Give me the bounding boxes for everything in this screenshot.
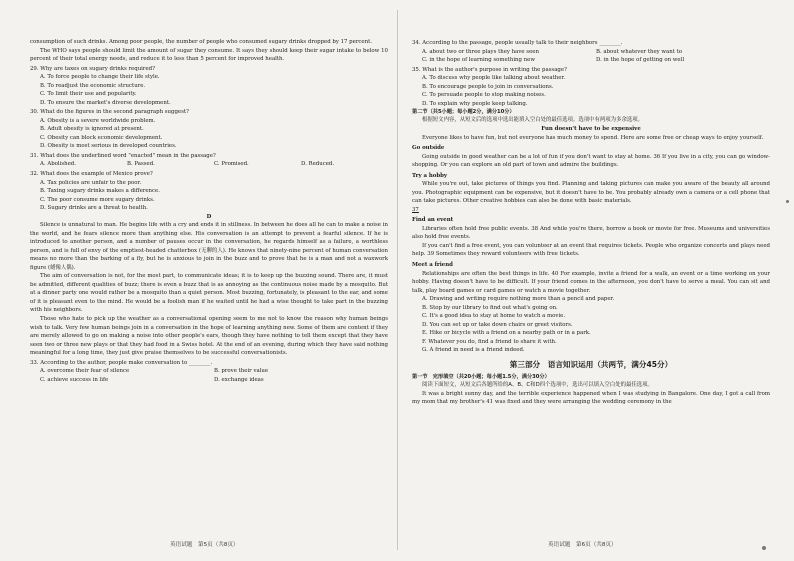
answer-option: C. To limit their use and popularity.: [40, 91, 137, 98]
option-b: B. Stop by our library to find out what's going on.: [422, 304, 558, 311]
answer-option: D. To explain why people keep talking.: [422, 100, 528, 107]
question-stem: 31. What does the underlined word "enacted" mean in the passage?: [30, 152, 216, 159]
part-3-title: 第三部分 语言知识运用（共两节，满分45分）: [509, 359, 673, 369]
scan-mark: [762, 546, 766, 550]
section-2-instructions: 根据短文内容，从短文后的选项中选出能填入空白处的最佳选项。选项中有两项为多余选项。: [422, 117, 644, 124]
answer-option: C. To persuade people to stop making noises.: [422, 92, 546, 99]
subheading-try-a-hobby: Try a hobby: [412, 172, 448, 179]
question-options: [30, 73, 388, 107]
intro-paragraph-2: The WHO says people should limit the amount of sugar they consume. It says they should keep their sugar intake to below 10 percent of their total energy needs, and reduce it to less than 5 percent for improved health.: [30, 47, 388, 63]
answer-option: A. Abolished.: [40, 161, 76, 168]
question-stem: 32. What does the example of Mexico prove?: [30, 170, 153, 177]
options-a-g: [412, 295, 770, 355]
intro-paragraph-1: consumption of such drinks. Among poor people, the number of people who consumed sugary drinks dropped by 17 percent.: [30, 39, 372, 45]
answer-option: B. about whatever they want to: [596, 48, 683, 55]
right-page: [412, 38, 770, 530]
question-33: [30, 359, 388, 385]
passage-d-paragraph: The aim of conversation is not, for the most part, to communicate ideas; it is to keep up the buzzing sound. There are, it must be admitted, different qualities of buzz; there is even a buzz that is as annoying as the continuous noise made by a mosquito. But at a dinner party one would rather be a mosquito than a quiet person. Most buzzing, fortunately, is pleasant to the ear, and some of it is pleasant even to the mind. He would be a foolish man if he waited until he had a wise thought to take part in the buzzing with his neighbors.: [30, 273, 388, 314]
answer-option: B. Adult obesity is ignored at present.: [40, 126, 144, 133]
subheading-find-an-event: Find an event: [412, 217, 454, 224]
paragraph-find-an-event-1: Libraries often hold free public events. 38 And while you're there, borrow a book or movie for free. Museums and universities also hold free events.: [412, 225, 770, 241]
paragraph-go-outside: Going outside in good weather can be a lot of fun if you don't want to stay at home. 36 If you live in a city, you can go window-shopping. Or you can explore an old part of town and admire the buildings.: [412, 153, 770, 169]
option-f: F. Whatever you do, find a friend to share it with.: [422, 338, 557, 345]
cloze-passage-start: It was a bright sunny day, and the terrible experience happened when I was studying in Bangalore. One day, I got a call from my mom that my brother's 41 was fixed and they were arranging the wedding ceremony in the: [412, 390, 770, 406]
passage-d-paragraph: Those who hate to pick up the weather as a conversational opening seem to me not to know the reason why human beings wish to talk. Very few human beings join in a conversation in the hope of learning anything new. Some of them are content if they are merely allowed to go on making a noise into other people's ears, though they have nothing to tell them except that they have seen two or three new plays or that they had food in a Swiss hotel. At the end of an evening, during which they have said nothing meaningful for a long time, they just give praise themselves to be successful conversationists.: [30, 316, 388, 357]
questions-34-35: [412, 39, 770, 108]
passage-intro: Everyone likes to have fun, but not everyone has much money to spend. Here are some free or cheap ways to enjoy yourself.: [422, 134, 764, 141]
question-stem: 30. What do the figures in the second paragraph suggest?: [30, 109, 189, 116]
question-stem: 29. Why are taxes on sugary drinks required?: [30, 65, 156, 72]
answer-option: C. in the hope of learning something new: [422, 57, 535, 64]
question-options: [30, 367, 388, 384]
page-footer-left: 英语试题 第5页（共8页）: [170, 542, 239, 548]
subheading-go-outside: Go outside: [412, 145, 445, 152]
paragraph-find-an-event-2: If you can't find a free event, you can volunteer at an event that requires tickets. People who organize concerts and plays need help. 39 Sometimes they reward volunteers with free tickets.: [412, 242, 770, 258]
option-a: A. Drawing and writing require nothing more than a pencil and paper.: [422, 296, 615, 303]
answer-option: A. about two or three plays they have seen: [422, 48, 539, 55]
answer-option: D. Obesity is most serious in developed countries.: [40, 143, 177, 150]
answer-option: C. Obesity can block economic development.: [40, 134, 163, 141]
passage-title: Fun doesn't have to be expensive: [541, 126, 641, 132]
answer-option: D. Reduced.: [301, 161, 335, 168]
question-options: [30, 160, 388, 169]
question-options: [412, 48, 770, 65]
section-2-header: 第二节（共5小题；每小题2分，满分10分）: [412, 109, 515, 116]
answer-option: A. To force people to change their life style.: [40, 74, 160, 81]
scan-mark: [786, 200, 789, 203]
question-stem: 34. According to the passage, people usually talk to their neighbors ________.: [412, 40, 623, 46]
answer-option: C. Promised.: [214, 161, 249, 168]
passage-d-label: D: [206, 213, 212, 220]
question-options: [412, 74, 770, 108]
answer-option: D. in the hope of getting on well: [596, 57, 685, 64]
answer-option: A. To discuss why people like talking about weather.: [422, 75, 566, 82]
answer-option: D. Sugary drinks are a threat to health.: [40, 205, 148, 212]
question-options: [30, 117, 388, 151]
subheading-meet-a-friend: Meet a friend: [412, 261, 453, 268]
blank-37: 37: [412, 206, 419, 213]
answer-option: C. achieve success in life: [40, 376, 109, 383]
answer-option: B. Passed.: [127, 161, 155, 168]
option-e: E. Hike or bicycle with a friend on a nearby path or in a park.: [422, 330, 591, 337]
option-c: C. It's a good idea to stay at home to watch a movie.: [422, 313, 566, 320]
page-footer-right: 英语试题 第6页（共8页）: [548, 542, 617, 548]
page-fold-divider: [397, 10, 398, 550]
answer-option: B. prove their value: [214, 368, 269, 375]
answer-option: A. Tax policies are unfair to the poor.: [40, 179, 142, 186]
left-page: [30, 38, 388, 530]
question-options: [30, 179, 388, 213]
paragraph-meet-a-friend: Relationships are often the best things in life. 40 For example, invite a friend for a walk, an event or a time working on your hobby. Having doesn't have to be difficult. If your friend comes in the afternoon, you don't have to serve a meal. You can sit and talk, play board games or card games or watch a movie together.: [412, 270, 770, 294]
answer-option: A. overcome their fear of silence: [40, 368, 130, 375]
section-1-instructions: 阅读下面短文，从短文后各题所给的A、B、C和D四个选项中，选出可以填入空白处的最佳选项。: [422, 382, 653, 389]
answer-option: D. exchange ideas: [214, 376, 264, 383]
answer-option: A. Obesity is a severe worldwide problem.: [40, 117, 156, 124]
answer-option: B. Taxing sugary drinks makes a difference.: [40, 188, 160, 195]
question-stem: 33. According to the author, people make conversation to ________.: [30, 359, 213, 366]
question-stem: 35. What is the author's purpose in writing the passage?: [412, 66, 567, 73]
section-1-header: 第一节 完形填空（共20小题；每小题1.5分，满分30分）: [412, 373, 550, 380]
questions-29-32: [30, 65, 388, 213]
option-d: D. You can set up or take down chairs or greet visitors.: [422, 321, 573, 328]
passage-d-paragraph: Silence is unnatural to man. He begins life with a cry and ends it in stillness. In between he does all he can to make a noise in the world, and he fears silence more than anything else. His conversation is an attempt to prevent a fearful silence. If he is introduced to another person, and a number of pauses occur in the conversation, he regards himself as a failure, a worthless person, and is full of envy of the emptiest-headed chatterbox (无聊的人). He knows that ninety-nine percent of human conversation means no more than the barking of a fly, but he is anxious to join in the buzz and to prove that he is a man and not a waxwork figure (蜡像人偶).: [30, 222, 388, 271]
answer-option: D. To ensure the market's diverse development.: [40, 99, 171, 106]
answer-option: B. To readjust the economic structure.: [40, 82, 146, 89]
paragraph-try-a-hobby: While you're out, take pictures of things you find. Planning and taking pictures can make you aware of the beauty all around you. Photographic equipment can be expensive, but it doesn't have to be. You probably already own a camera or a cell phone that can take pictures. Other creative hobbies can also be done with basic materials.: [412, 181, 770, 205]
option-g: G. A friend in need is a friend indeed.: [422, 347, 525, 354]
answer-option: C. The poor consume more sugary drinks.: [40, 196, 155, 203]
answer-option: B. To encourage people to join in conversations.: [422, 83, 554, 90]
